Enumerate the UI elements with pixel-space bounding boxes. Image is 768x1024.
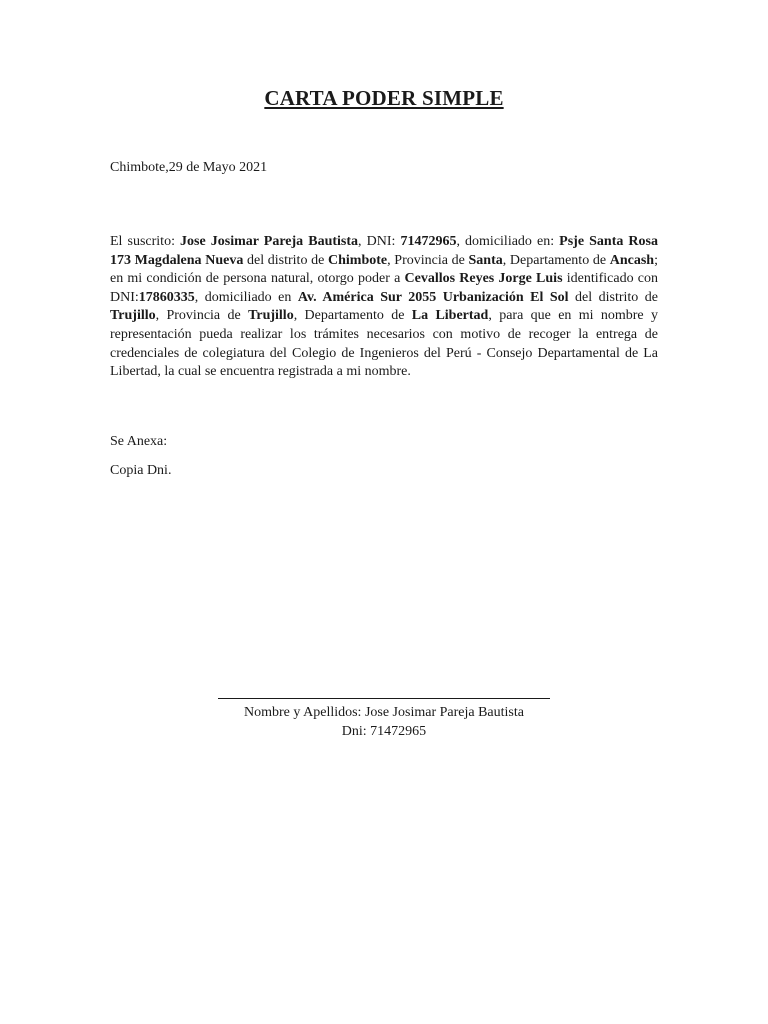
body-text-run: del distrito de [243,252,328,268]
body-text-run: ; en mi condición de persona natural, otorgo poder a [110,252,658,287]
body-text-run: El suscrito: [110,234,181,249]
signature-line [218,698,550,699]
signature-dni: Dni: 71472965 [341,724,427,739]
signature-block [218,703,550,741]
body-bold-run: La Libertad [411,308,489,324]
body-text-run: del distrito de [568,289,658,305]
body-bold-run: Ancash [609,252,655,268]
body-bold-run: Chimbote [328,252,388,268]
document-title: CARTA PODER SIMPLE [264,86,504,110]
body-bold-run: Trujillo [110,308,156,324]
body-text-run: , Departamento de [293,308,412,324]
body-bold-run: Trujillo [248,308,294,324]
body-bold-run: Psje Santa Rosa 173 Magdalena Nueva [110,234,658,268]
annex-item: Copia Dni. [110,463,172,478]
document-date: Chimbote,29 de Mayo 2021 [110,160,268,175]
body-bold-run: 71472965 [400,234,457,249]
body-text-run: , para que en mi nombre y representación pueda realizar los trámites necesarios con motivo de recoger la entrega de credenciales de colegiatura del Colegio de Ingenieros del Perú - Consejo Departamental de La Libertad, la cual se encuentra registrada a mi nombre. [110,308,658,380]
signature-name: Nombre y Apellidos: Jose Josimar Pareja Bautista [244,705,524,720]
body-text-run: , domiciliado en [194,289,298,305]
body-text-run: , Departamento de [502,252,610,268]
body-text-run: , Provincia de [387,252,469,268]
annex-label: Se Anexa: [110,434,168,449]
body-text-run: identificado con DNI: [110,271,659,305]
body-text-run: , DNI: [358,234,401,249]
body-bold-run: 17860335 [138,289,195,305]
body-text-run: , domiciliado en: [456,234,560,249]
body-bold-run: Cevallos Reyes Jorge Luis [404,271,563,287]
body-bold-run: Av. América Sur 2055 Urbanización El Sol [297,289,569,305]
body-bold-run: Jose Josimar Pareja Bautista [180,234,359,249]
body-bold-run: Santa [468,252,503,268]
body-paragraph [110,233,658,382]
body-text-run: , Provincia de [155,308,249,324]
